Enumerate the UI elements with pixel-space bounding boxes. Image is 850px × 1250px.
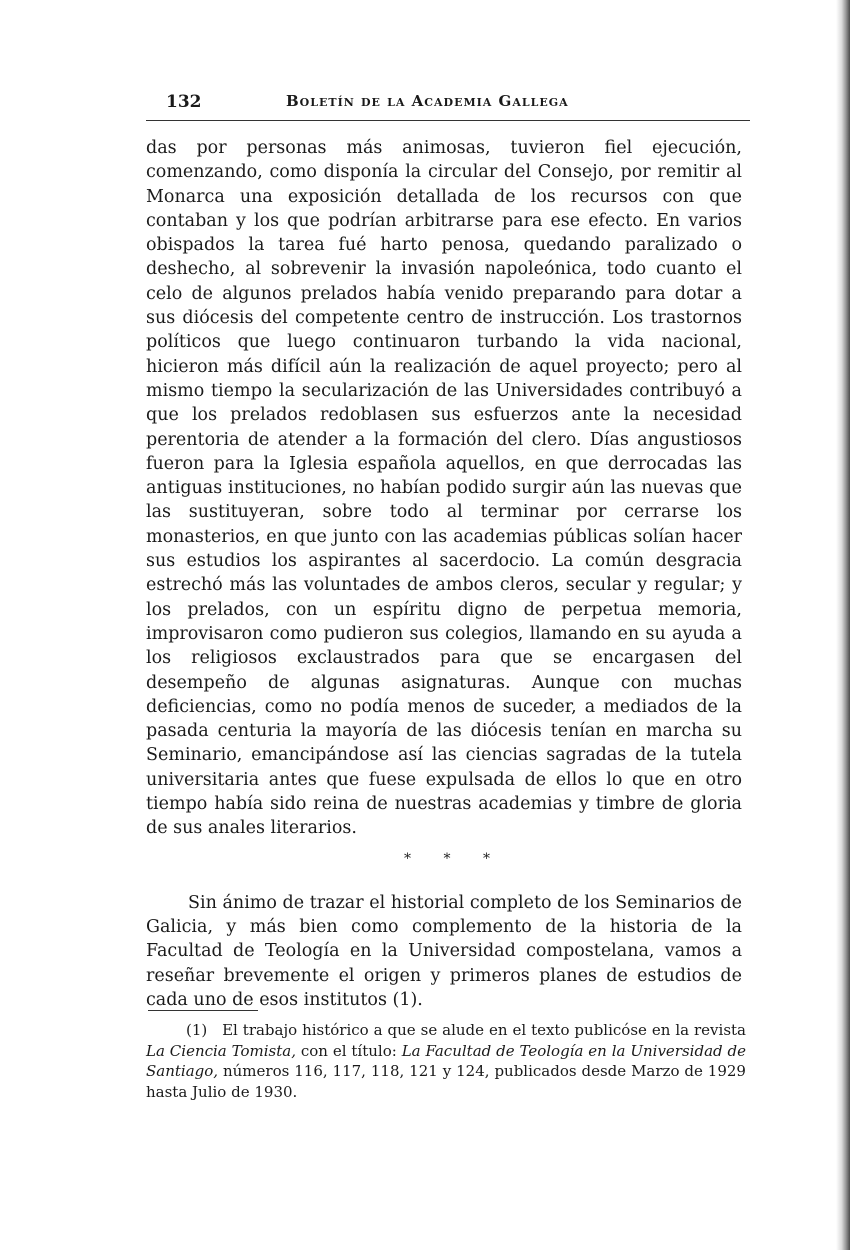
footnote: [146, 1020, 746, 1102]
running-title: Boletín de la Academia Gallega: [286, 92, 569, 110]
footnote-text-b: con el título:: [300, 1041, 397, 1060]
footnote-text-c: números 116, 117, 118, 121 y 124, publicados desde Marzo de 1929 hasta Julio de 1930.: [146, 1062, 746, 1101]
paragraph-2: Sin ánimo de trazar el historial completo de los Seminarios de Galicia, y más bien como complemento de la historia de la Facultad de Teología en la Universidad compostelana, vamos a reseñar brevemente el origen y primeros planes de estudios de cada uno de esos institutos (1).: [146, 892, 742, 1010]
section-separator: * * *: [404, 850, 504, 867]
body-text: [146, 136, 742, 1030]
footnote-journal: La Ciencia Tomista,: [146, 1041, 296, 1060]
page-number: 132: [166, 92, 202, 112]
footnote-article-title: La Facultad de Teología en la Universidad de Santiago,: [146, 1041, 746, 1080]
footnote-marker: (1): [186, 1021, 208, 1039]
page-header: [146, 86, 750, 121]
page-edge-shadow: [836, 0, 850, 1250]
footnote-text-a: El trabajo histórico a que se alude en el texto publicóse en la revista: [222, 1021, 746, 1039]
footnote-rule: [148, 1010, 258, 1011]
paragraph-1: das por personas más animosas, tuvieron fiel ejecución, comenzando, como disponía la circular del Consejo, por remitir al Monarca una exposición detallada de los recursos con que contaban y los que podrían arbitrarse para ese efecto. En varios obispados la tarea fué harto penosa, quedando paralizado o deshecho, al sobrevenir la invasión napoleónica, todo cuanto el celo de algunos prelados había venido preparando para dotar a sus diócesis del competente centro de instrucción. Los trastornos políticos que luego continuaron turbando la vida nacional, hicieron más difícil aún la realización de aquel proyecto; pero al mismo tiempo la secularización de las Universidades contribuyó a que los prelados redoblasen sus esfuerzos ante la necesidad perentoria de atender a la formación del clero. Días angustiosos fueron para la Iglesia española aquellos, en que derrocadas las antiguas instituciones, no habían podido surgir aún las nuevas que las sustituyeran, sobre todo al terminar por cerrarse los monasterios, en que junto con las academias públicas solían hacer sus estudios los aspirantes al sacerdocio. La común desgracia estrechó más las voluntades de ambos cleros, secular y regular; y los prelados, con un espíritu digno de perpetua memoria, improvisaron como pudieron sus colegios, llamando en su ayuda a los religiosos exclaustrados para que se encargasen del desempeño de algunas asignaturas. Aunque con muchas deficiencias, como no podía menos de suceder, a mediados de la pasada centuria la mayoría de las diócesis tenían en marcha su Seminario, emancipándose así las ciencias sagradas de la tutela universitaria antes que fuese expulsada de ellos lo que en otro tiempo había sido reina de nuestras academias y timbre de gloria de sus anales literarios.: [146, 138, 742, 839]
